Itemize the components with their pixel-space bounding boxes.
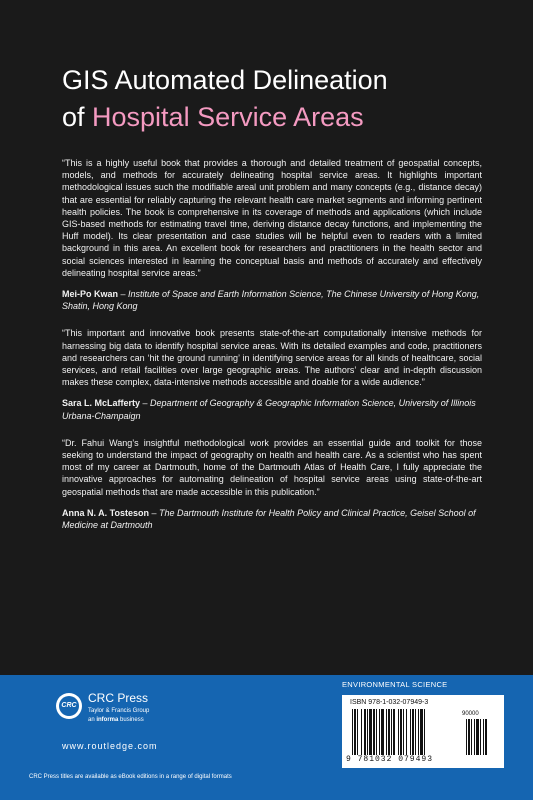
barcode-bar [386, 709, 387, 755]
barcode-bar [398, 709, 399, 755]
endorser-affiliation-3: The Dartmouth Institute for Health Policy and Clinical Practice, Geisel School of Medicine at Dartmouth [62, 507, 476, 531]
endorsement-attribution-2 [62, 397, 482, 421]
business-bold: informa [96, 717, 119, 723]
barcode-bar [418, 709, 419, 755]
barcode-addon-bar [485, 719, 487, 755]
crc-press-logo-icon [56, 693, 82, 719]
barcode-addon-bar [474, 719, 475, 755]
barcode-bar [391, 709, 392, 755]
barcode-bar [354, 709, 356, 755]
barcode-bar [415, 709, 416, 755]
business-suffix: business [118, 717, 144, 723]
subject-category: ENVIRONMENTAL SCIENCE [342, 680, 448, 689]
endorsement-quote-1: “This is a highly useful book that provides a thorough and detailed treatment of geospatial concepts, models, and methods for accurately delineating hospital service areas. It highlights important methodological issues such the modifiable areal unit problem and many concepts (e.g., distance decay) that are essential for reliably capturing the relevant health care market segments and informing pertinent health policies. The book is comprehensive in its coverage of methods and applications (which include GIS-based methods for estimating travel time, deriving distance decay functions, and implementing the Huff model). Its clear presentation and case studies will be helpful even to readers with a limited background in this area. An excellent book for researchers and practitioners in the health sector and social sciences interested in learning the conceptual basis and methods of accurately and effectively delineating hospital service areas.” [62, 158, 482, 278]
barcode-bar [410, 709, 411, 755]
endorsements [62, 157, 482, 546]
barcode-bar [367, 709, 368, 755]
barcode-bar [379, 709, 380, 755]
barcode-bar [373, 709, 375, 755]
barcode-addon-bar [483, 719, 484, 755]
barcode-addon-bar [476, 719, 479, 755]
endorser-name-3: Anna N. A. Tosteson [62, 507, 150, 518]
barcode-bar [403, 709, 404, 755]
attribution-dash-1: – [118, 289, 129, 300]
business-prefix: an [88, 717, 97, 723]
endorser-affiliation-2: Department of Geography & Geographic Information Science, University of Illinois Urbana-Champaign [62, 398, 476, 421]
barcode-addon-bar [468, 719, 470, 755]
barcode-addon-bar [466, 719, 467, 755]
isbn-barcode [342, 695, 504, 768]
barcode-side-digits: 90000 [462, 711, 479, 717]
publisher-website: www.routledge.com [62, 741, 158, 751]
endorsement-quote-3: “Dr. Fahui Wang’s insightful methodological work provides an essential guide and toolkit for those seeking to understand the impact of geography on health and health care. As a scientist who has spent most of my career at Dartmouth, home of the Dartmouth Atlas of Health Care, I fully appreciate the innovative approaches for automating delineation of hospital service areas using state-of-the-art geospatial methods that are made accessible in this publication.” [62, 437, 482, 497]
barcode-bar [420, 709, 423, 755]
barcode-bar [424, 709, 425, 755]
barcode-bar [357, 709, 358, 755]
title-line-2-prefix: of [62, 102, 93, 132]
ebook-note: CRC Press titles are available as eBook editions in a range of digital formats [29, 774, 232, 780]
barcode-bar [361, 709, 362, 755]
endorsement-attribution-3 [62, 507, 482, 531]
barcode-digits: 9 781032 079493 [346, 755, 434, 764]
barcode-bar [400, 709, 402, 755]
book-title [62, 62, 502, 136]
barcode-addon-bar [480, 719, 481, 755]
title-line-1: GIS Automated Delineation [62, 65, 388, 95]
barcode-bar [381, 709, 384, 755]
barcode-bar [352, 709, 353, 755]
barcode-bar [393, 709, 395, 755]
barcode-bar [364, 709, 366, 755]
barcode-bar [412, 709, 414, 755]
barcode-bar [369, 709, 372, 755]
barcode-bar [388, 709, 390, 755]
publisher-group: Taylor & Francis Group [88, 708, 150, 714]
crc-logo-text: CRC [59, 696, 79, 716]
publisher-business [88, 716, 144, 724]
barcode-bar [376, 709, 377, 755]
endorsement-quote-2: “This important and innovative book presents state-of-the-art computationally intensive methods for harnessing big data to identify hospital service areas. With its detailed examples and code, practitioners and researchers can ‘hit the ground running’ in identifying service areas for all kinds of healthcare, social services, and retail facilities over large geographic areas. The authors’ clear and in-depth discussion makes these complex, data-intensive methods accessible and doable for a wide audience.” [62, 328, 482, 388]
attribution-dash-3: – [149, 507, 160, 518]
publisher-name: CRC Press [88, 691, 149, 705]
endorser-affiliation-1: Institute of Space and Earth Information Science, The Chinese University of Hong Kong, Shatin, Hong Kong [62, 289, 480, 312]
endorser-name-2: Sara L. McLafferty [62, 398, 141, 409]
barcode-bar [406, 709, 407, 755]
isbn-label: ISBN 978-1-032-07949-3 [350, 699, 429, 706]
barcode-addon-bar [471, 719, 472, 755]
endorser-name-1: Mei-Po Kwan [62, 289, 119, 300]
attribution-dash-2: – [140, 398, 151, 409]
title-line-2-highlight: Hospital Service Areas [92, 102, 364, 132]
endorsement-attribution-1 [62, 288, 482, 312]
